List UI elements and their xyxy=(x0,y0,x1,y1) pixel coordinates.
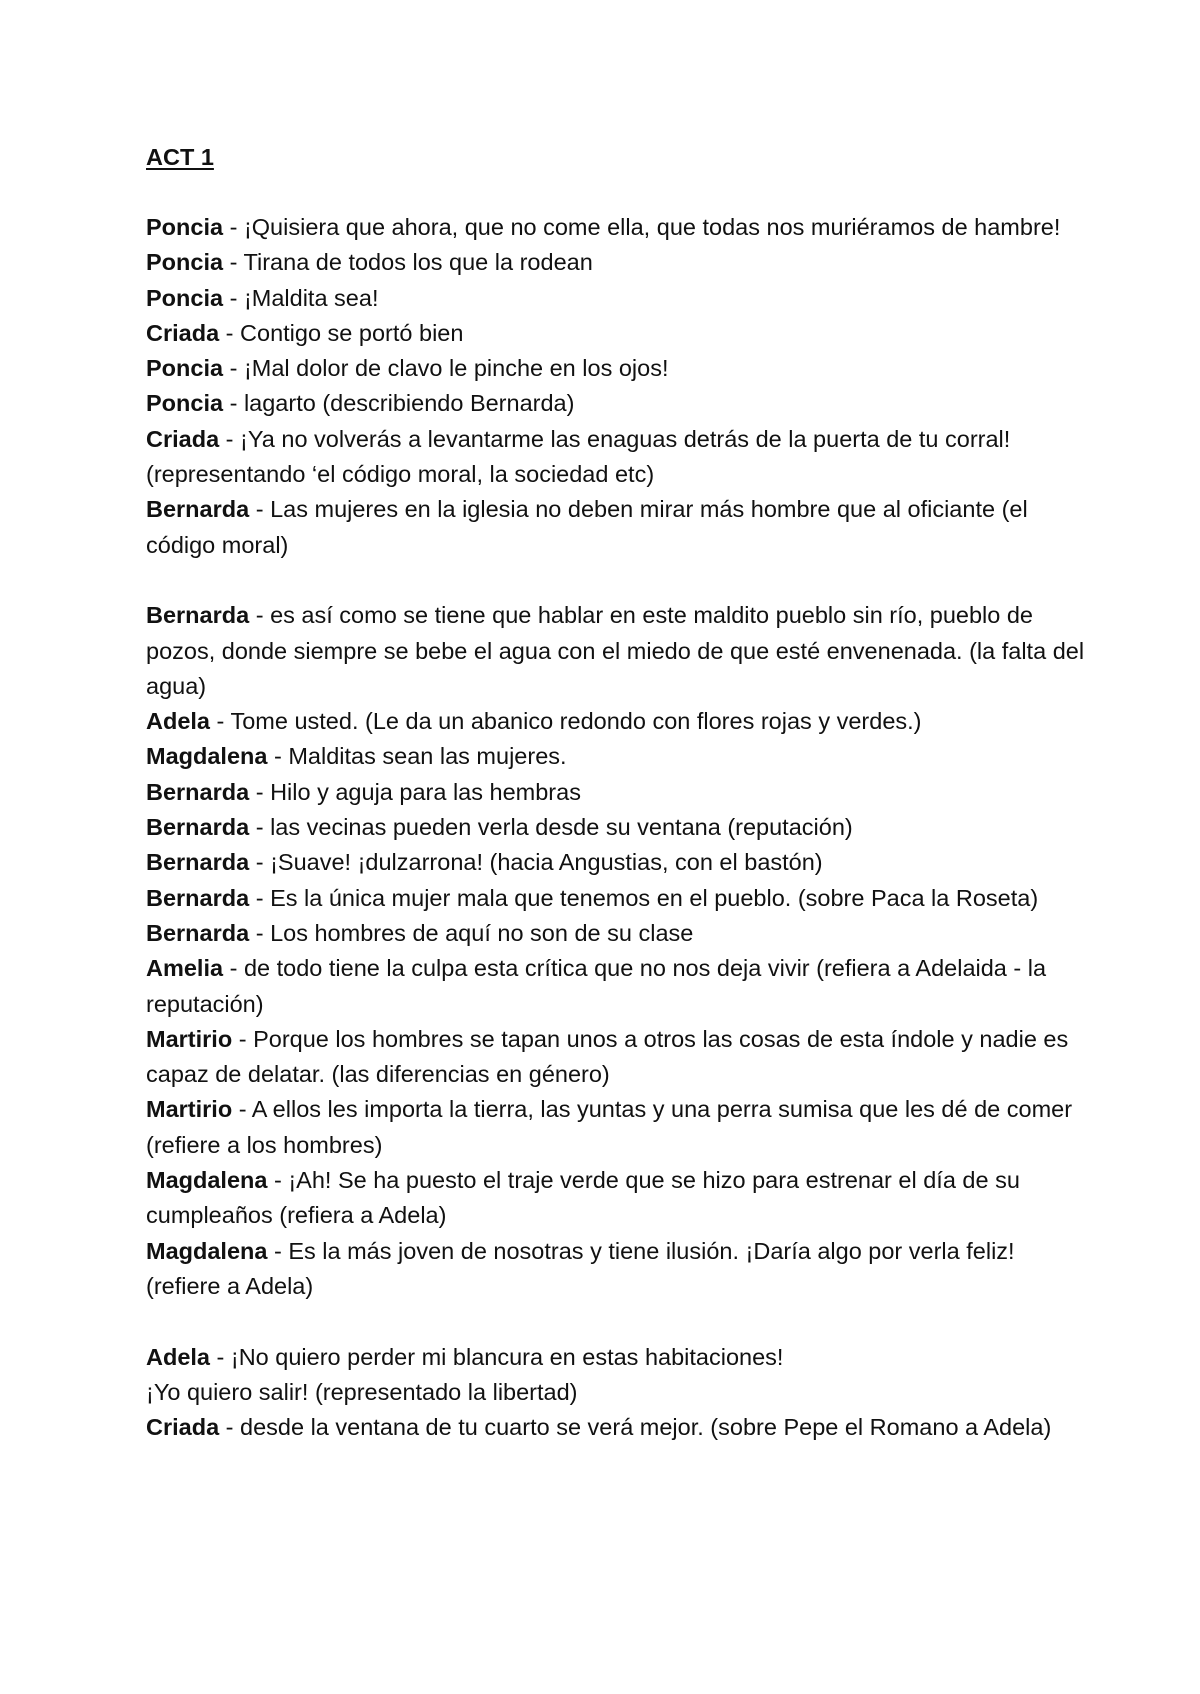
dialogue-line xyxy=(146,810,1086,845)
dialogue-line xyxy=(146,739,1086,774)
dialogue-text: - ¡Mal dolor de clavo le pinche en los ojos! xyxy=(223,355,669,382)
speaker-name: Poncia xyxy=(146,284,224,311)
dialogue-line xyxy=(146,704,1086,739)
dialogue-line xyxy=(146,210,1086,245)
dialogue-text: - Hilo y aguja para las hembras xyxy=(249,778,581,805)
speaker-name: Bernarda xyxy=(146,778,250,805)
dialogue-line xyxy=(146,775,1086,810)
speaker-name: Adela xyxy=(146,1343,210,1370)
speaker-name: Poncia xyxy=(146,249,224,276)
dialogue-text: - ¡Suave! ¡dulzarrona! (hacia Angustias, con el bastón) xyxy=(249,849,823,876)
act-heading: ACT 1 xyxy=(146,144,214,170)
dialogue-text: - Malditas sean las mujeres. xyxy=(267,743,567,770)
dialogue-lines xyxy=(146,210,1086,1445)
speaker-name: Bernarda xyxy=(146,602,250,629)
dialogue-line xyxy=(146,1092,1086,1163)
speaker-name: Poncia xyxy=(146,214,224,240)
speaker-name: Amelia xyxy=(146,955,224,982)
dialogue-text: - ¡Maldita sea! xyxy=(223,284,379,311)
dialogue-line xyxy=(146,916,1086,951)
speaker-name: Magdalena xyxy=(146,1167,268,1194)
blank-line xyxy=(146,1304,1086,1339)
dialogue-text: - desde la ventana de tu cuarto se verá mejor. (sobre Pepe el Romano a Adela) xyxy=(219,1414,1052,1441)
dialogue-text: - Tome usted. (Le da un abanico redondo con flores rojas y verdes.) xyxy=(210,708,922,735)
dialogue-text: - de todo tiene la culpa esta crítica que no nos deja vivir (refiera a Adelaida - la reputación) xyxy=(146,955,1047,1017)
speaker-name: Bernarda xyxy=(146,884,250,911)
speaker-name: Poncia xyxy=(146,355,224,382)
speaker-name: Magdalena xyxy=(146,743,268,770)
speaker-name: Criada xyxy=(146,425,220,452)
dialogue-text: - Las mujeres en la iglesia no deben mirar más hombre que al oficiante (el código moral) xyxy=(146,496,1028,558)
dialogue-text: - Es la única mujer mala que tenemos en el pueblo. (sobre Paca la Roseta) xyxy=(249,884,1039,911)
speaker-name: Poncia xyxy=(146,390,224,417)
dialogue-line xyxy=(146,881,1086,916)
dialogue-text: - las vecinas pueden verla desde su ventana (reputación) xyxy=(249,814,853,841)
dialogue-text: ¡Yo quiero salir! (representado la libertad) xyxy=(146,1378,578,1405)
speaker-name: Magdalena xyxy=(146,1237,268,1264)
dialogue-line xyxy=(146,316,1086,351)
speaker-name: Criada xyxy=(146,319,220,346)
dialogue-text: - ¡Ah! Se ha puesto el traje verde que se hizo para estrenar el día de su cumpleaños (refiera a Adela) xyxy=(146,1167,1020,1229)
blank-line xyxy=(146,563,1086,598)
dialogue-line xyxy=(146,951,1086,1022)
speaker-name: Bernarda xyxy=(146,814,250,841)
dialogue-text: - lagarto (describiendo Bernarda) xyxy=(223,390,575,417)
dialogue-text: - A ellos les importa la tierra, las yuntas y una perra sumisa que les dé de comer (refiere a los hombres) xyxy=(146,1096,1073,1158)
dialogue-text: - es así como se tiene que hablar en este maldito pueblo sin río, pueblo de pozos, donde siempre se bebe el agua con el miedo de que esté envenenada. (la falta del agua) xyxy=(146,602,1085,699)
dialogue-line xyxy=(146,1410,1086,1445)
dialogue-line xyxy=(146,1163,1086,1234)
dialogue-line xyxy=(146,422,1086,493)
dialogue-text: - ¡Quisiera que ahora, que no come ella, que todas nos muriéramos de hambre! xyxy=(223,214,1061,240)
dialogue-text: - Contigo se portó bien xyxy=(219,319,464,346)
dialogue-line xyxy=(146,1022,1086,1093)
dialogue-line xyxy=(146,492,1086,563)
dialogue-line xyxy=(146,245,1086,280)
dialogue-text: - ¡Ya no volverás a levantarme las enaguas detrás de la puerta de tu corral! (representando ‘el código moral, la sociedad etc) xyxy=(146,425,1011,488)
dialogue-line xyxy=(146,1340,1086,1375)
speaker-name: Adela xyxy=(146,708,210,735)
dialogue-line xyxy=(146,351,1086,386)
dialogue-line xyxy=(146,281,1086,316)
speaker-name: Criada xyxy=(146,1414,220,1441)
speaker-name: Bernarda xyxy=(146,849,250,876)
dialogue-line xyxy=(146,386,1086,421)
dialogue-text: - Es la más joven de nosotras y tiene ilusión. ¡Daría algo por verla feliz! (refiere a Adela) xyxy=(146,1237,1015,1299)
dialogue-line xyxy=(146,1375,1086,1410)
speaker-name: Bernarda xyxy=(146,496,250,523)
speaker-name: Bernarda xyxy=(146,919,250,946)
dialogue-text: - ¡No quiero perder mi blancura en estas habitaciones! xyxy=(210,1343,784,1370)
dialogue-text: - Porque los hombres se tapan unos a otros las cosas de esta índole y nadie es capaz de delatar. (las diferencias en género) xyxy=(146,1025,1069,1088)
speaker-name: Martirio xyxy=(146,1025,233,1052)
dialogue-line xyxy=(146,598,1086,704)
speaker-name: Martirio xyxy=(146,1096,233,1123)
dialogue-text: - Tirana de todos los que la rodean xyxy=(223,249,593,276)
dialogue-line xyxy=(146,1234,1086,1305)
dialogue-line xyxy=(146,845,1086,880)
dialogue-text: - Los hombres de aquí no son de su clase xyxy=(249,919,694,946)
document-page xyxy=(146,140,1086,1445)
